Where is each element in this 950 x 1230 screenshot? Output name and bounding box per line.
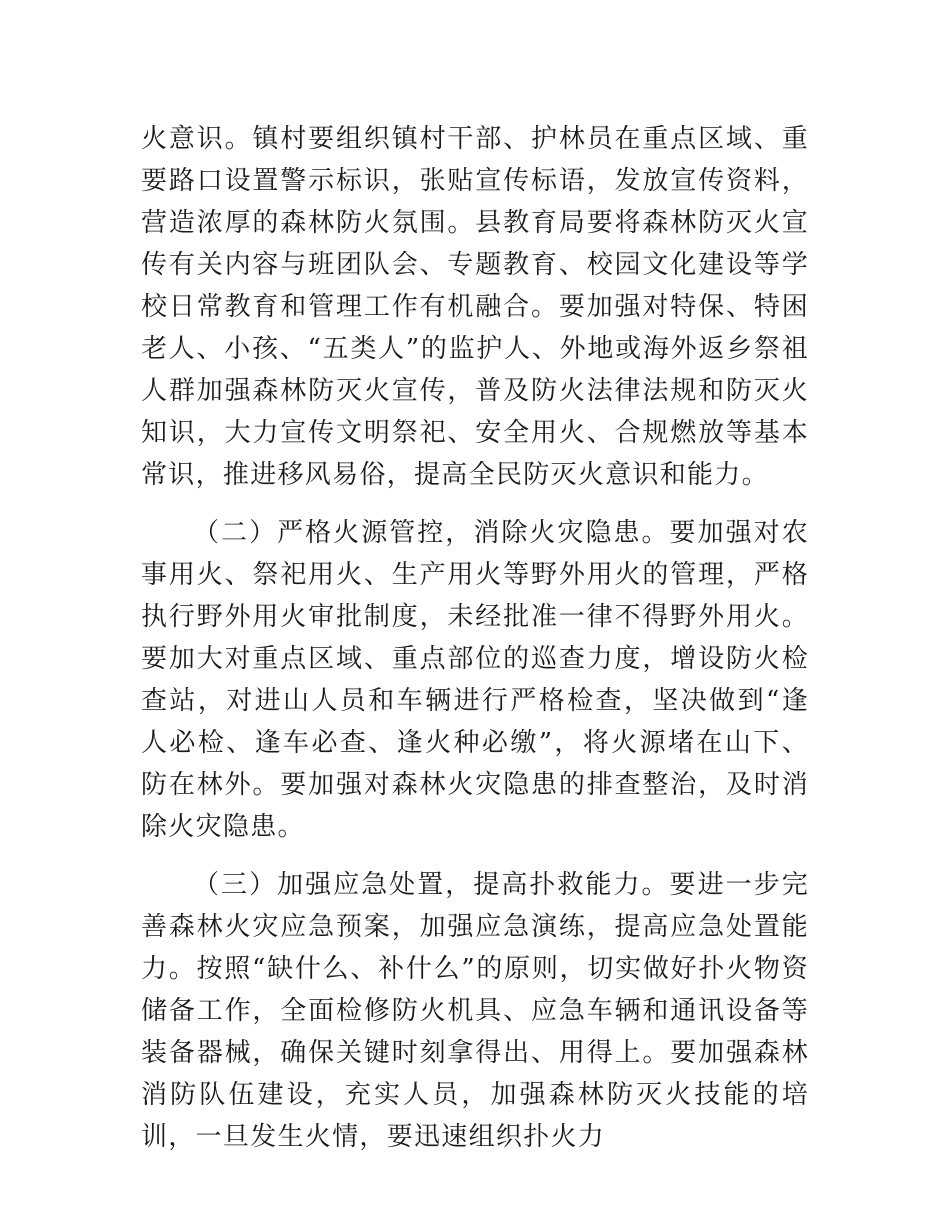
paragraph-section-3: （三）加强应急处置，提高扑救能力。要进一步完善森林火灾应急预案，加强应急演练，提高应急处置能力。按照“缺什么、补什么”的原则，切实做好扑火物资储备工作，全面检修防火机具、应急车辆和通讯设备等装备器械，确保关键时刻拿得出、用得上。要加强森林消防队伍建设，充实人员，加强森林防灭火技能的培训，一旦发生火情，要迅速组织扑火力: [141, 870, 809, 1152]
paragraph-continuation: 火意识。镇村要组织镇村干部、护林员在重点区域、重要路口设置警示标识，张贴宣传标语，发放宣传资料，营造浓厚的森林防火氛围。县教育局要将森林防灭火宣传有关内容与班团队会、专题教育、校园文化建设等学校日常教育和管理工作有机融合。要加强对特保、特困老人、小孩、“五类人”的监护人、外地或海外返乡祭祖人群加强森林防灭火宣传，普及防火法律法规和防灭火知识，大力宣传文明祭祀、安全用火、合规燃放等基本常识，推进移风易俗，提高全民防灭火意识和能力。: [141, 124, 809, 490]
paragraph-section-2: （二）严格火源管控，消除火灾隐患。要加强对农事用火、祭祀用火、生产用火等野外用火的管理，严格执行野外用火审批制度，未经批准一律不得野外用火。要加大对重点区域、重点部位的巡查力度，增设防火检查站，对进山人员和车辆进行严格检查，坚决做到“逢人必检、逢车必查、逢火种必缴”，将火源堵在山下、防在林外。要加强对森林火灾隐患的排查整治，及时消除火灾隐患。: [141, 518, 809, 842]
document-body: [141, 118, 809, 1158]
